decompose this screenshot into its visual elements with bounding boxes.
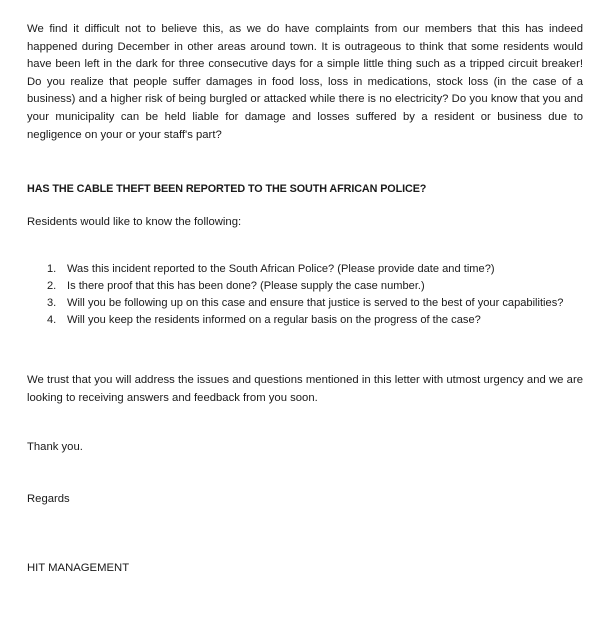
list-item-text: Is there proof that this has been done? (Please supply the case number.) — [67, 280, 425, 292]
questions-list — [27, 261, 583, 329]
list-item-text: Will you be following up on this case and ensure that justice is served to the best of your capabilities? — [67, 297, 564, 309]
list-item-number: 2. — [47, 280, 57, 292]
list-item-number: 4. — [47, 314, 57, 326]
list-item-text: Was this incident reported to the South African Police? (Please provide date and time?) — [67, 263, 495, 275]
complaint-paragraph: We find it difficult not to believe this, as we do have complaints from our members that this has indeed happened during December in other areas around town. It is outrageous to think that some residents would have been left in the dark for three consecutive days for a simple little thing such as a tripped circuit breaker! Do you realize that people suffer damages in food loss, loss in medications, stock loss (in the case of a business) and a higher risk of being burgled or attacked while there is no electricity? Do you know that you and your municipality can be held liable for damage and losses suffered by a resident or business due to negligence on your or your staff's part? — [27, 23, 583, 141]
list-item-text: Will you keep the residents informed on a regular basis on the progress of the case? — [67, 314, 481, 326]
list-item — [27, 312, 583, 329]
list-item-number: 1. — [47, 263, 57, 275]
regards-line: Regards — [27, 493, 70, 505]
signature-line: HIT MANAGEMENT — [27, 562, 130, 574]
questions-intro: Residents would like to know the following: — [27, 216, 242, 228]
list-item-number: 3. — [47, 297, 57, 309]
thank-you-line: Thank you. — [27, 441, 83, 453]
list-item — [27, 278, 583, 295]
list-item — [27, 295, 583, 312]
section-heading: HAS THE CABLE THEFT BEEN REPORTED TO THE SOUTH AFRICAN POLICE? — [27, 183, 427, 195]
closing-paragraph: We trust that you will address the issues and questions mentioned in this letter with utmost urgency and we are looking to receiving answers and feedback from you soon. — [27, 374, 583, 404]
list-item — [27, 261, 583, 278]
